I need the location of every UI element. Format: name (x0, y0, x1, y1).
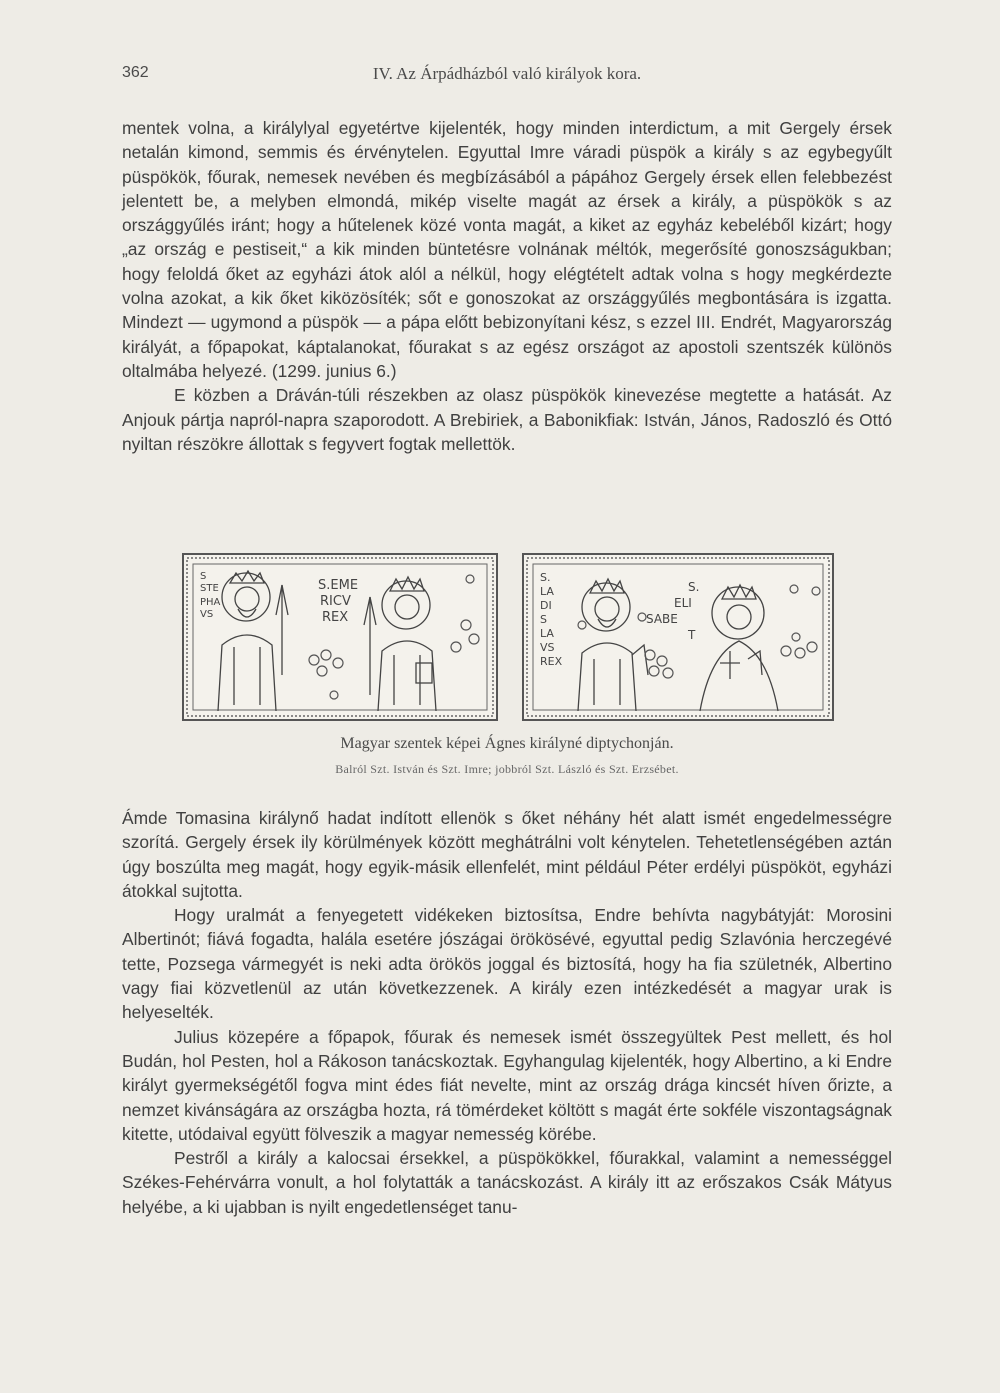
inscription: S.EME (318, 578, 359, 593)
inscription: LA (540, 627, 554, 640)
figure-caption: Magyar szentek képei Ágnes királyné diptychonján. (340, 735, 674, 752)
inscription: REX (322, 610, 349, 625)
inscription: ELI (674, 596, 692, 610)
inscription: T (688, 628, 696, 642)
diptych-left-panel (182, 553, 498, 721)
page-number: 362 (122, 64, 149, 81)
saint-figure (578, 579, 648, 711)
inscription: SABE (646, 612, 678, 626)
paragraph: E közben a Dráván-túli részekben az olasz püspökök kinevezése megtette a hatását. Az Anjouk pártja napról-napra szaporodott. A Brebiriek, a Babonikfiak: István, János, Radoszló és Ottó nyiltan részökre állottak s fegyvert fogtak mellettök. (122, 385, 892, 454)
inscription: LA (540, 585, 554, 598)
inscription: PHA (200, 597, 221, 608)
paragraph: Ámde Tomasina királynő hadat indított ellenök s őket néhány hét alatt ismét engedelmességre szorítá. Gergely érsek ily körülmények között meghátrálni volt kénytelen. Tehetetlenségében aztán úgy boszúlta meg magát, hogy egyik-másik ellenfelét, mint például Péter erdélyi püspököt, egyházi átokkal sujtotta. (122, 808, 892, 901)
diptych-right-panel (522, 553, 834, 721)
saint-figure (218, 571, 288, 711)
saints-illustration-right (524, 555, 832, 719)
inscription: S (540, 613, 547, 626)
inscription: RICV (320, 594, 351, 609)
page-header (122, 64, 892, 88)
paragraph: Julius közepére a főpapok, főurak és nemesek ismét összegyültek Pest mellett, és hol Budán, hol Pesten, hol a Rákoson tanácskoztak. Egyhangulag kijelenték, hogy Albertino, a ki Endre királyt gyermekségétől fogva mint édes fiát nevelte, mint az ország drága kincsét híven őrizte, a nemzet kivánságára az országba hozta, rá tömérdeket költött s magát érte sokféle viszontagságnak kitette, utódaival együtt fölveszik a magyar nemesség körébe. (122, 1026, 892, 1144)
paragraph: Pestről a király a kalocsai érsekkel, a püspökökkel, főurakkal, valamint a nemességgel Székes-Fehérvárra vonult, a hol folytatták a tanácskozást. A király itt az erőszakos Csák Mátyus helyébe, a ki ujabban is nyilt engedetlenséget tanu- (122, 1148, 892, 1217)
inscription: S (200, 571, 207, 582)
running-title: IV. Az Árpádházból való királyok kora. (372, 64, 642, 83)
inscription: S. (688, 580, 700, 594)
inscription: S. (540, 571, 551, 584)
inscription: VS (540, 641, 555, 654)
paragraph: mentek volna, a királylyal egyetértve kijelenték, hogy minden interdictum, a mit Gergely érsek netalán kimond, semmis és érvénytelen. Egyuttal Imre váradi püspök a király s az egybegyűlt püspökök, főurak, nemesek nevében és megbízásából a pápához Gergely érsek ellen felebbezést jelentett be, a melyben elmondá, mikép viselte magát az érsek a király, a püspökök s az országgyűlés iránt; hogy a hűtelenek közé vonta magát, a kiket az egyház kebeléből kizárt; hogy „az ország e pestiseit,“ a kik minden büntetésre volnának méltók, megerősíté gonoszságukban; hogy feloldá őket az egyházi átok alól a nélkül, hogy elégtételt adtak volna s hogy megkérdezte volna azokat, a kik őket kiközösíték; sőt e gonoszokat az országgyűlés megbontására is izgatta. Mindezt — ugymond a püspök — a pápa előtt bebizonyítani kész, s ezzel III. Endrét, Magyarország királyát, a főpapokat, káptalanokat, főurakat s az egész országot az apostoli szentszék különös oltalmába helyezé. (1299. junius 6.) (122, 118, 892, 381)
inscription: DI (540, 599, 552, 612)
text-block-bottom (122, 806, 892, 1219)
diptych-figure (182, 553, 834, 719)
inscription: STE (200, 583, 219, 594)
saint-figure (364, 577, 436, 711)
text-block-top (122, 116, 892, 456)
saint-figure (700, 585, 778, 711)
inscription: VS (200, 609, 214, 620)
figure-subcaption: Balról Szt. István és Szt. Imre; jobbról Szt. László és Szt. Erzsébet. (335, 762, 679, 776)
saints-illustration-left (184, 555, 496, 719)
paragraph: Hogy uralmát a fenyegetett vidékeken biztosítsa, Endre behívta nagybátyját: Morosini Albertinót; fiává fogadta, halála esetére jószágai örökösévé, egyuttal pedig Szlavónia herczegévé tette, Pozsega vármegyét is neki adta örökös joggal és biztosítá, hogy ha fia születnék, Albertino vagy fiai közvetlenül az után következzenek. A király ezen intézkedését a magyar urak is helyeselték. (122, 905, 892, 1023)
inscription: REX (540, 655, 563, 668)
